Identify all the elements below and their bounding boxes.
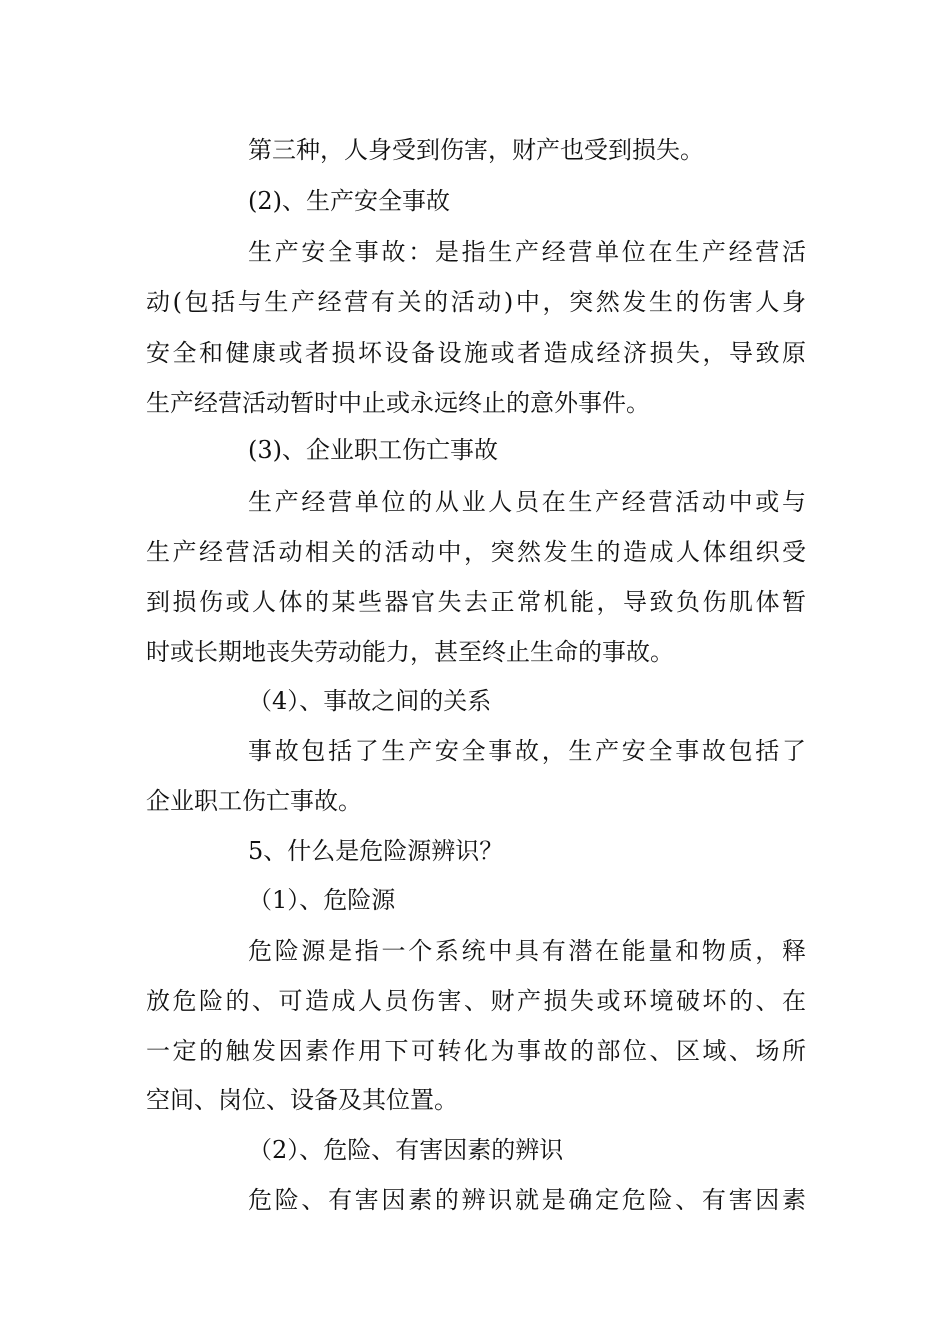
paragraph-line: 生产经营活动暂时中止或永远终止的意外事件。	[146, 389, 650, 417]
paragraph-line: 到损伤或人体的某些器官失去正常机能，导致负伤肌体暂	[146, 588, 806, 616]
section-heading: (2)、生产安全事故	[248, 187, 450, 215]
paragraph-line: 动(包括与生产经营有关的活动)中，突然发生的伤害人身	[146, 288, 806, 316]
paragraph-line: 放危险的、可造成人员伤害、财产损失或环境破坏的、在	[146, 987, 806, 1015]
paragraph-line: 生产经营单位的从业人员在生产经营活动中或与	[248, 488, 806, 516]
paragraph-line: 生产经营活动相关的活动中，突然发生的造成人体组织受	[146, 538, 806, 566]
section-heading: （4）、事故之间的关系	[248, 687, 492, 715]
question-heading: 5、什么是危险源辨识？	[248, 837, 504, 865]
paragraph-line: 生产安全事故：是指生产经营单位在生产经营活	[248, 238, 806, 266]
paragraph-line: 企业职工伤亡事故。	[146, 787, 362, 815]
paragraph-line: 危险源是指一个系统中具有潜在能量和物质，释	[248, 937, 806, 965]
paragraph-line: 危险、有害因素的辨识就是确定危险、有害因素	[248, 1186, 806, 1214]
paragraph-line: 空间、岗位、设备及其位置。	[146, 1086, 458, 1114]
paragraph-line: 第三种，人身受到伤害，财产也受到损失。	[248, 136, 704, 164]
paragraph-line: 事故包括了生产安全事故，生产安全事故包括了	[248, 737, 806, 765]
section-heading: (3)、企业职工伤亡事故	[248, 436, 498, 464]
paragraph-line: 一定的触发因素作用下可转化为事故的部位、区域、场所	[146, 1037, 806, 1065]
paragraph-line: 安全和健康或者损坏设备设施或者造成经济损失，导致原	[146, 339, 806, 367]
section-heading: （1）、危险源	[248, 886, 396, 914]
section-heading: （2）、危险、有害因素的辨识	[248, 1136, 564, 1164]
paragraph-line: 时或长期地丧失劳动能力，甚至终止生命的事故。	[146, 638, 674, 666]
